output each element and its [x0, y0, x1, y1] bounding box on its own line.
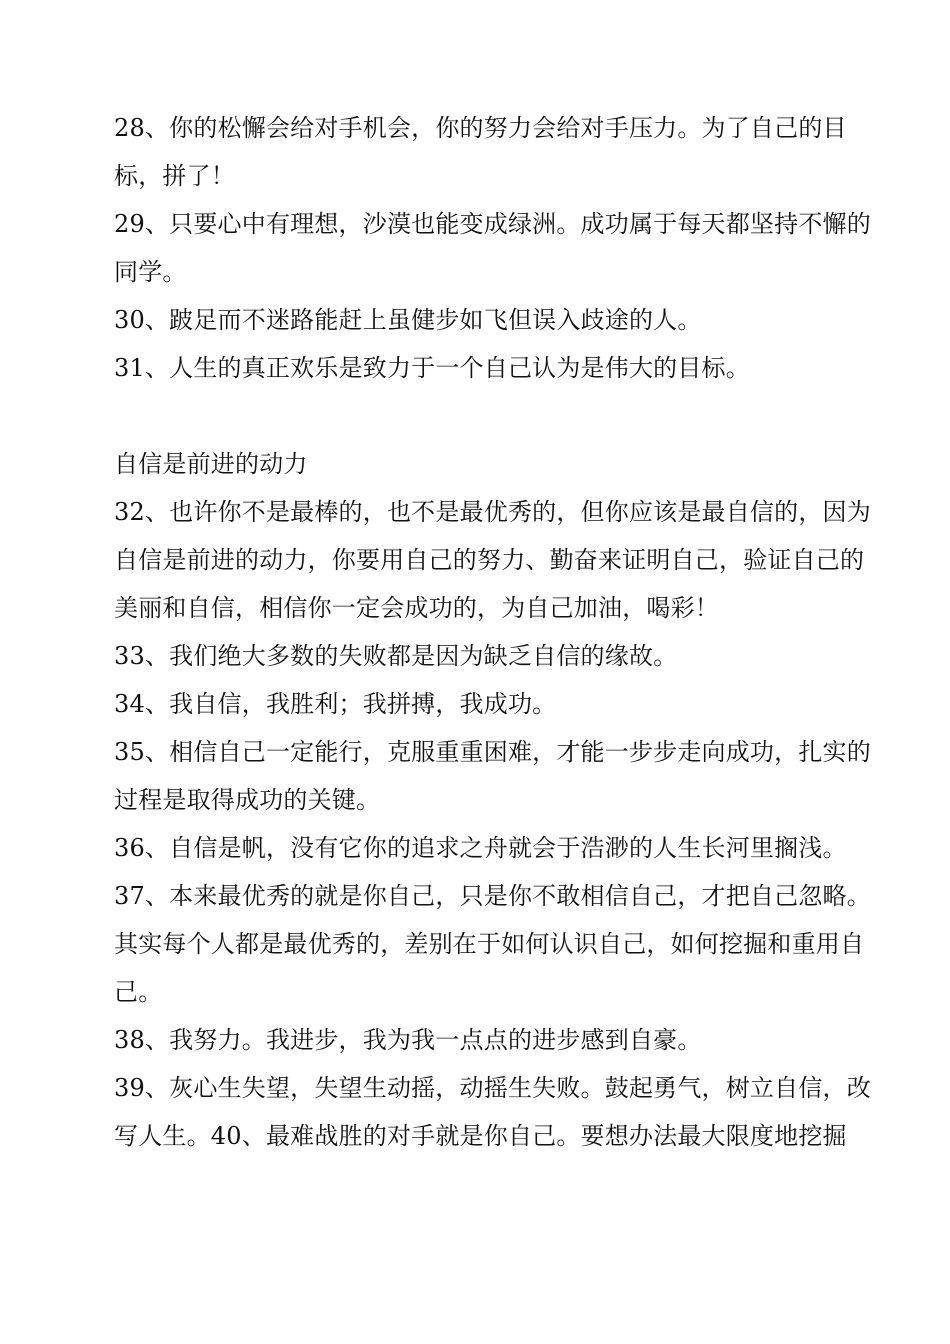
paragraph-33: 33、我们绝大多数的失败都是因为缺乏自信的缘故。	[114, 642, 678, 670]
paragraph-28: 28、你的松懈会给对手机会，你的努力会给对手压力。为了自己的目标，拼了！	[114, 114, 847, 190]
paragraph-31: 31、人生的真正欢乐是致力于一个自己认为是伟大的目标。	[114, 354, 750, 382]
document-body	[114, 104, 874, 1160]
paragraph-34: 34、我自信，我胜利；我拼搏，我成功。	[114, 690, 557, 718]
paragraph-39-40: 39、灰心生失望，失望生动摇，动摇生失败。鼓起勇气，树立自信，改写人生。40、最难战胜的对手就是你自己。要想办法最大限度地挖掘	[114, 1074, 871, 1150]
paragraph-37: 37、本来最优秀的就是你自己，只是你不敢相信自己，才把自己忽略。其实每个人都是最优秀的，差别在于如何认识自己，如何挖掘和重用自己。	[114, 882, 871, 1006]
paragraph-32: 32、也许你不是最棒的，也不是最优秀的，但你应该是最自信的，因为自信是前进的动力，你要用自己的努力、勤奋来证明自己，验证自己的美丽和自信，相信你一定会成功的，为自己加油，喝彩！	[114, 498, 871, 622]
section-heading: 自信是前进的动力	[114, 450, 308, 478]
paragraph-36: 36、自信是帆，没有它你的追求之舟就会于浩渺的人生长河里搁浅。	[114, 834, 847, 862]
blank-line	[114, 392, 874, 440]
paragraph-29: 29、只要心中有理想，沙漠也能变成绿洲。成功属于每天都坚持不懈的同学。	[114, 210, 871, 286]
paragraph-38: 38、我努力。我进步，我为我一点点的进步感到自豪。	[114, 1026, 702, 1054]
paragraph-30: 30、跛足而不迷路能赶上虽健步如飞但误入歧途的人。	[114, 306, 702, 334]
paragraph-35: 35、相信自己一定能行，克服重重困难，才能一步步走向成功，扎实的过程是取得成功的关键。	[114, 738, 871, 814]
